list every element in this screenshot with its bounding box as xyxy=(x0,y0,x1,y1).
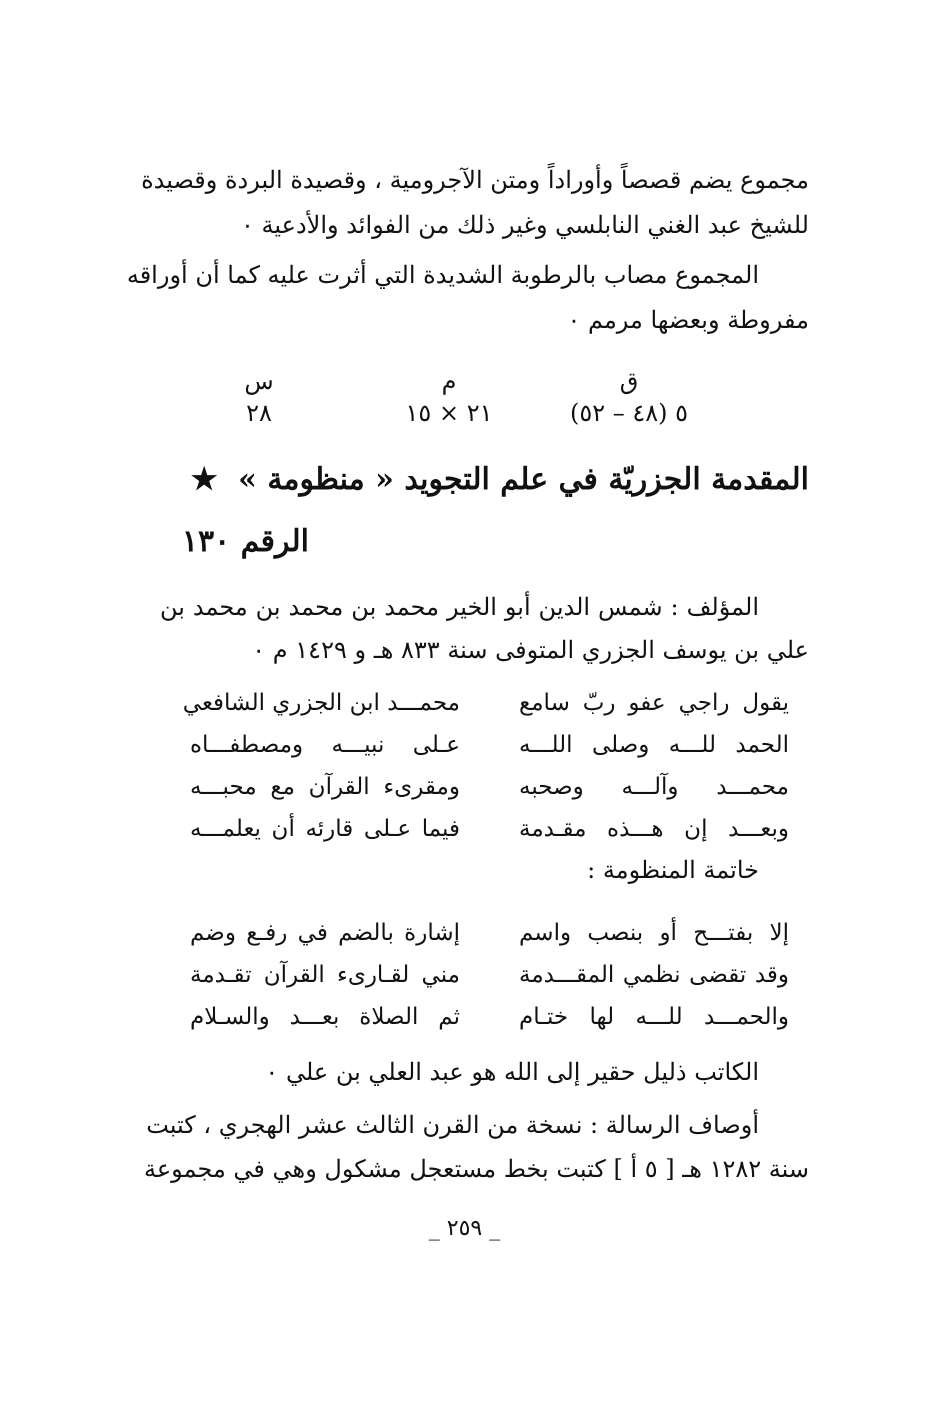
measure-m xyxy=(369,365,529,429)
verse-row xyxy=(190,996,789,1038)
star-icon: ★ xyxy=(190,462,218,497)
intro-line-2: للشيخ عبد الغني النابلسي وغير ذلك من الفوائد والأدعية ٠ xyxy=(241,211,809,239)
measure-q-label: ق xyxy=(619,367,639,395)
verse-first-hemistich: محمـــد وآلـــه وصحبه xyxy=(519,774,789,800)
closing-label: خاتمة المنظومة : xyxy=(587,856,759,884)
verse-first-hemistich: وقد تقضى نظمي المقـــدمة xyxy=(519,962,789,988)
verse-first-hemistich: إلا بفتـــح أو بنصب واسم xyxy=(519,920,789,946)
verse-row xyxy=(190,808,789,850)
verse-second-hemistich: محمـــد ابن الجزري الشافعي xyxy=(182,690,460,716)
description-line-2: سنة ١٢٨٢ هـ [ ٥ أ ] كتبت بخط مستعجل مشكول وهي في مجموعة xyxy=(143,1155,809,1183)
intro-line-4: مفروطة وبعضها مرمم ٠ xyxy=(567,306,809,334)
entry-title-text: المقدمة الجزريّة في علم التجويد « منظومة » xyxy=(238,462,809,497)
verse-second-hemistich: مني لقـارىء القرآن تقـدمة xyxy=(190,962,460,988)
verse-first-hemistich: وبعـــد إن هـــذه مقـدمة xyxy=(519,816,789,842)
entry-title xyxy=(191,458,809,502)
author-line-1: المؤلف : شمس الدين أبو الخير محمد بن محمد بن محمد بن xyxy=(160,593,759,621)
entry-number: الرقم ١٣٠ xyxy=(181,524,309,559)
verse-first-hemistich: والحمـــد للـــه لها ختـام xyxy=(519,1004,789,1030)
measure-m-label: م xyxy=(441,367,457,395)
scribe-line: الكاتب ذليل حقير إلى الله هو عبد العلي بن علي ٠ xyxy=(265,1058,759,1086)
verse-second-hemistich: ثم الصلاة بعـــد والسـلام xyxy=(190,1004,460,1030)
closing-verses xyxy=(190,912,789,1038)
verse-first-hemistich: يقول راجي عفو ربّ سامع xyxy=(519,690,789,716)
verse-row xyxy=(190,766,789,808)
measure-q xyxy=(549,365,709,429)
measurements xyxy=(200,365,729,435)
opening-verses xyxy=(182,682,789,850)
verse-row xyxy=(190,954,789,996)
verse-second-hemistich: إشارة بالضم في رفـع وضم xyxy=(190,920,460,946)
verse-first-hemistich: الحمد للـــه وصلى اللـــه xyxy=(519,732,789,758)
verse-second-hemistich: عـلى نبيـــه ومصطفـــاه xyxy=(190,732,460,758)
measure-q-value: ٥ (٤٨ – ٥٢) xyxy=(569,399,689,427)
verse-second-hemistich: فيما عـلى قارئه أن يعلمـــه xyxy=(190,816,460,842)
verse-second-hemistich: ومقرىء القرآن مع محبـــه xyxy=(190,774,460,800)
verse-row xyxy=(190,912,789,954)
author-line-2: علي بن يوسف الجزري المتوفى سنة ٨٣٣ هـ و ١٤٢٩ م ٠ xyxy=(252,636,809,664)
verse-row xyxy=(182,682,789,724)
intro-line-3: المجموع مصاب بالرطوبة الشديدة التي أثرت عليه كما أن أوراقه xyxy=(126,261,759,289)
measure-m-value: ٢١ × ١٥ xyxy=(405,399,493,427)
description-line-1: أوصاف الرسالة : نسخة من القرن الثالث عشر الهجري ، كتبت xyxy=(146,1111,759,1139)
measure-s-value: ٢٨ xyxy=(246,399,272,427)
page-number: _ ٢٥٩ _ xyxy=(428,1216,501,1241)
measure-s-label: س xyxy=(244,367,274,395)
verse-row xyxy=(190,724,789,766)
measure-s xyxy=(179,365,339,429)
intro-line-1: مجموع يضم قصصاً وأوراداً ومتن الآجرومية ، وقصيدة البردة وقصيدة xyxy=(141,166,809,194)
